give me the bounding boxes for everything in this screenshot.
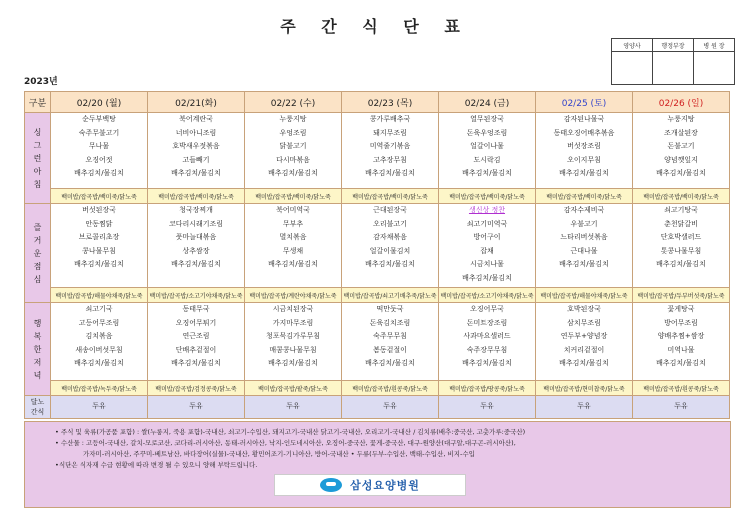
menu-item: 도시락김: [473, 155, 501, 164]
header-day-sun: 02/26 (일): [633, 92, 730, 113]
rice-porridge-line: 백미밥/잡곡밥/녹두죽/닭노죽: [51, 381, 148, 396]
approval-slot-director: [694, 52, 735, 85]
menu-item: 미역나물: [667, 345, 695, 354]
dinner-day-0: [51, 303, 148, 381]
rice-porridge-line: 백미밥/잡곡밥/팥죽/닭노죽: [245, 381, 342, 396]
menu-item: 누룽지탕: [667, 115, 695, 123]
menu-item: 방어구이: [473, 233, 501, 241]
meal-label-char: 싱: [33, 127, 42, 137]
menu-item: 배추김치/물김치: [268, 359, 318, 367]
rice-porridge-line: 백미밥/잡곡밥/현미찹죽/닭노죽: [536, 381, 633, 396]
menu-item: 감자된나물국: [563, 115, 605, 123]
menu-item: 무나물: [88, 142, 110, 150]
rice-porridge-line: 백미밥/잡곡밥/소고기야채죽/닭노죽: [439, 288, 536, 303]
menu-item: 감자수제비국: [563, 206, 605, 214]
hospital-logo-text: 삼성요양병원: [350, 479, 420, 492]
year-label: 2023년: [24, 77, 58, 87]
menu-item: 다시마볶음: [276, 155, 310, 164]
rice-porridge-line: 백미밥/잡곡밥/백미죽/닭노죽: [245, 189, 342, 204]
menu-item: 배추김치/물김치: [462, 273, 512, 282]
menu-item: 안동찜닭: [85, 219, 113, 228]
menu-item: 숙주장무무침: [466, 345, 508, 354]
breakfast-day-3: [342, 113, 439, 189]
menu-item: 순두부백탕: [82, 115, 116, 123]
approval-label-director: 병 원 장: [694, 39, 735, 52]
rice-porridge-line: 백미밥/잡곡밥/백미죽/닭노죽: [148, 189, 245, 204]
menu-item: 돈육우엉조림: [466, 128, 508, 137]
lunch-row: [25, 204, 730, 288]
rice-porridge-line: 백미밥/잡곡밥/계란야채죽/닭노죽: [245, 288, 342, 303]
menu-item: 봄동겉절이: [373, 345, 407, 354]
menu-item: 콩나물무침: [82, 246, 116, 255]
menu-item: 배추김치/물김치: [365, 169, 415, 177]
menu-item: 오리불고기: [373, 219, 407, 228]
header-row: [25, 92, 730, 113]
meal-label-char: 거: [33, 235, 42, 245]
meal-label-char: 운: [33, 248, 42, 258]
menu-item: 배추김치/물김치: [559, 169, 609, 177]
menu-item: 사과마요샐러드: [463, 332, 511, 340]
menu-item: 오징어젓: [85, 155, 113, 164]
meal-label-char: 즐: [33, 222, 42, 232]
lunch-day-6: [633, 204, 730, 288]
menu-item: 쇠고기탕국: [664, 206, 698, 214]
menu-item: 얼갈이물김치: [369, 246, 411, 255]
meal-label-char: 침: [33, 179, 42, 189]
header-gubun: 구분: [25, 92, 51, 113]
breakfast-day-6: [633, 113, 730, 189]
menu-item: 느타리버섯볶음: [560, 233, 608, 241]
header-day-fri: 02/24 (금): [439, 92, 536, 113]
menu-item: 고등어무조림: [78, 318, 120, 327]
menu-item: 열무된장국: [470, 115, 504, 123]
menu-item: 오징어무국: [470, 305, 504, 313]
snack-item: 두유: [536, 396, 633, 419]
rice-porridge-line: 백미밥/잡곡밥/땅콩죽/닭노죽: [439, 381, 536, 396]
menu-item: 풋마늘대볶음: [175, 233, 217, 241]
dinner-day-2: [245, 303, 342, 381]
menu-item: 잡채: [480, 246, 494, 255]
menu-item: 조개살된장: [664, 128, 698, 137]
meal-label-char: 점: [33, 261, 42, 271]
dinner-day-6: [633, 303, 730, 381]
menu-item: 근대나물: [570, 246, 598, 255]
header-day-thu: 02/23 (목): [342, 92, 439, 113]
breakfast-day-0: [51, 113, 148, 189]
meal-label-char: 저: [33, 357, 42, 367]
lunch-day-4: [439, 204, 536, 288]
menu-item: 배추김치/물김치: [268, 169, 318, 177]
menu-item: 방어무조림: [664, 318, 698, 327]
menu-item: 북어미역국: [276, 206, 310, 214]
breakfast-day-2: [245, 113, 342, 189]
meal-label-char: 런: [33, 153, 42, 163]
lunch-day-5: [536, 204, 633, 288]
rice-porridge-line: 백미밥/잡곡밥/해물야채죽/닭노죽: [536, 288, 633, 303]
menu-item: 떡만둣국: [376, 305, 404, 313]
dinner-row: [25, 303, 730, 381]
menu-item: 배추김치/물김치: [171, 260, 221, 268]
menu-item: 가지마무조림: [272, 318, 314, 327]
menu-item: 너비아니조림: [175, 128, 217, 137]
menu-item: 생신상 정찬: [468, 206, 506, 214]
dinner-day-1: [148, 303, 245, 381]
menu-item: 꽃게탕국: [667, 305, 695, 313]
snack-item: 두유: [148, 396, 245, 419]
hospital-logo: [274, 474, 466, 496]
rice-porridge-line: 백미밥/잡곡밥/백미죽/닭노죽: [51, 189, 148, 204]
rice-porridge-line: 백미밥/잡곡밥/흰콩죽/닭노죽: [633, 381, 730, 396]
menu-item: 배추김치/물김치: [268, 260, 318, 268]
menu-item: 버섯된장국: [82, 206, 116, 214]
snack-label-line1: 달노: [30, 398, 45, 406]
menu-item: 멸치볶음: [279, 233, 307, 241]
menu-item: 코다리시래기조림: [168, 219, 224, 228]
menu-item: 배추김치/물김치: [656, 359, 706, 367]
menu-item: 배추김치/물김치: [365, 359, 415, 367]
menu-item: 배추김치/물김치: [559, 359, 609, 367]
menu-item: 김치볶음: [85, 332, 113, 340]
menu-item: 상추쌈장: [182, 246, 210, 255]
dinner-day-3: [342, 303, 439, 381]
menu-item: 매콤콩나물무침: [269, 345, 317, 354]
rice-porridge-line: 백미밥/잡곡밥/해물야채죽/닭노죽: [51, 288, 148, 303]
menu-item: 청국장찌개: [179, 206, 213, 214]
dinner-extra-row: [25, 381, 730, 396]
menu-item: 호박된장국: [567, 305, 601, 313]
rice-porridge-line: 백미밥/잡곡밥/백미죽/닭노죽: [536, 189, 633, 204]
menu-item: 버섯장조림: [567, 142, 601, 150]
note-origin-main: • 주식 및 육류(가공품 포함) : 쌀(누룽지, 죽용 포함)-국내산, 쇠고기-수입산, 돼지고기-국내산 닭고기-국내산, 오리고기-국내산 / 김치류(배추:중국산, 고춧가루:중국산): [55, 428, 526, 436]
header-day-wed: 02/22 (수): [245, 92, 342, 113]
menu-item: 누룽지탕: [279, 115, 307, 123]
menu-item: 배추김치/물김치: [171, 359, 221, 367]
menu-item: 콩가루배추국: [369, 115, 411, 123]
rice-porridge-line: 백미밥/잡곡밥/흰콩죽/닭노죽: [342, 381, 439, 396]
menu-item: 숙주무무침: [373, 332, 407, 340]
approval-label-dietitian: 영양사: [612, 39, 653, 52]
rice-porridge-line: 백미밥/잡곡밥/쇠고기배추죽/닭노죽: [342, 288, 439, 303]
menu-item: 배추김치/물김치: [656, 169, 706, 177]
meal-label-char: 그: [33, 140, 42, 150]
approval-box: [611, 38, 735, 85]
snack-row: [25, 396, 730, 419]
menu-item: 삼치무조림: [567, 318, 601, 327]
menu-item: 연두부+양념장: [560, 332, 608, 340]
header-day-tue: 02/21(화): [148, 92, 245, 113]
breakfast-label: [25, 113, 51, 204]
lunch-day-3: [342, 204, 439, 288]
breakfast-day-4: [439, 113, 536, 189]
menu-item: 연근조림: [182, 332, 210, 340]
menu-item: 시금치된장국: [272, 305, 314, 313]
lunch-day-1: [148, 204, 245, 288]
menu-item: 시금치나물: [470, 260, 504, 268]
menu-item: 배추김치/물김치: [462, 169, 512, 177]
menu-item: 동태무국: [182, 305, 210, 313]
note-change: •식단은 식자재 수급 현황에 따라 변경 될 수 있으니 양해 부탁드립니다.: [55, 461, 258, 469]
menu-item: 닭불고기: [279, 142, 307, 150]
menu-item: 돈미트장조림: [466, 318, 508, 327]
snack-label: [25, 396, 51, 419]
menu-item: 돼지무조림: [373, 128, 407, 137]
rice-porridge-line: 백미밥/잡곡밥/소고기야채죽/닭노죽: [148, 288, 245, 303]
hospital-logo-icon: [320, 478, 342, 492]
menu-item: 얼갈이나물: [470, 142, 504, 150]
menu-item: 동태오징어배추볶음: [553, 128, 615, 137]
header-day-sat: 02/25 (토): [536, 92, 633, 113]
lunch-day-0: [51, 204, 148, 288]
rice-porridge-line: 백미밥/잡곡밥/백미죽/닭노죽: [633, 189, 730, 204]
menu-item: 단배추겉절이: [175, 345, 217, 354]
snack-item: 두유: [342, 396, 439, 419]
menu-item: 브로콜리초장: [78, 233, 120, 241]
menu-item: 치커리겉절이: [563, 345, 605, 354]
note-seafood-cont: 가자미-러시아산, 주꾸미-베트남산, 바다장어(실물)-국내산, 황민어조기-기니아산, 방어-국내산 • 두류(두부-수입산, 백태-수입산, 비지-수입: [83, 450, 475, 458]
menu-item: 춘천닭갈비: [664, 219, 698, 228]
menu-item: 호박새우젓볶음: [172, 142, 220, 150]
menu-item: 돈불고기: [667, 142, 695, 150]
menu-item: 숙주무불고기: [78, 128, 120, 137]
menu-item: 무생채: [282, 246, 304, 255]
header-day-mon: 02/20 (월): [51, 92, 148, 113]
menu-item: 근대된장국: [373, 206, 407, 214]
menu-item: 배추김치/물김치: [74, 359, 124, 367]
menu-item: 북어계란국: [179, 115, 213, 123]
menu-item: 우엉조림: [279, 128, 307, 137]
menu-item: 오이지무침: [567, 155, 601, 164]
snack-item: 두유: [245, 396, 342, 419]
lunch-day-2: [245, 204, 342, 288]
approval-slot-admin: [653, 52, 694, 85]
menu-item: 쇠고기국: [85, 305, 113, 313]
meal-label-char: 녁: [33, 370, 42, 380]
breakfast-day-5: [536, 113, 633, 189]
breakfast-row: [25, 113, 730, 189]
snack-label-line2: 간식: [30, 408, 45, 416]
rice-porridge-line: 백미밥/잡곡밥/백미죽/닭노죽: [342, 189, 439, 204]
menu-item: 배추김치/물김치: [365, 260, 415, 268]
menu-item: 양배추찜+쌈장: [657, 332, 705, 340]
menu-item: 톳콩나물무침: [660, 246, 702, 255]
page-title: 주 간 식 단 표: [280, 17, 470, 36]
menu-item: 쇠고기미역국: [466, 219, 508, 228]
menu-item: 청포묵김가루무침: [265, 332, 321, 340]
meal-label-char: 심: [33, 274, 42, 284]
menu-item: 배추김치/물김치: [74, 260, 124, 268]
menu-item: 오징어무튀기: [175, 318, 217, 327]
rice-porridge-line: 백미밥/잡곡밥/두부버섯죽/닭노죽: [633, 288, 730, 303]
meal-label-char: 복: [33, 331, 42, 341]
menu-item: 미역줄기볶음: [369, 142, 411, 150]
breakfast-day-1: [148, 113, 245, 189]
menu-item: 배추김치/물김치: [171, 169, 221, 177]
dinner-day-4: [439, 303, 536, 381]
dinner-day-5: [536, 303, 633, 381]
approval-slot-dietitian: [612, 52, 653, 85]
rice-porridge-line: 백미밥/잡곡밥/백미죽/닭노죽: [439, 189, 536, 204]
approval-label-admin: 행정부장: [653, 39, 694, 52]
meal-label-char: 행: [33, 318, 42, 328]
menu-item: 배추김치/물김치: [656, 260, 706, 268]
snack-item: 두유: [633, 396, 730, 419]
menu-item: 새송이버섯무침: [75, 345, 123, 354]
weekly-menu-table: [24, 91, 730, 419]
lunch-extra-row: [25, 288, 730, 303]
meal-label-char: 한: [33, 344, 42, 354]
menu-item: 배추김치/물김치: [74, 169, 124, 177]
snack-item: 두유: [439, 396, 536, 419]
menu-item: 배추김치/물김치: [559, 260, 609, 268]
menu-item: 양념깻잎지: [664, 155, 698, 164]
menu-item: 고추장무침: [373, 155, 407, 164]
meal-label-char: 아: [33, 166, 42, 176]
note-seafood: • 수산물 : 고등어-국내산, 갈치-모로코산, 코다리-러시아산, 동태-러시아산, 낙지-인도네시아산, 오징어-중국산, 꽃게-중국산, 대구-원양산(대구알,대구곤-러시아산),: [55, 439, 516, 447]
menu-item: 배추김치/물김치: [462, 359, 512, 367]
menu-item: 감자채볶음: [373, 233, 407, 241]
menu-item: 단호박샐러드: [660, 233, 702, 241]
breakfast-extra-row: [25, 189, 730, 204]
menu-item: 무부추: [282, 219, 304, 228]
menu-item: 고들빼기: [182, 155, 210, 164]
rice-porridge-line: 백미밥/잡곡밥/검정콩죽/닭노죽: [148, 381, 245, 396]
dinner-label: [25, 303, 51, 396]
lunch-label: [25, 204, 51, 303]
snack-item: 두유: [51, 396, 148, 419]
menu-item: 돈육김치조림: [369, 318, 411, 327]
menu-item: 우불고기: [570, 219, 598, 228]
